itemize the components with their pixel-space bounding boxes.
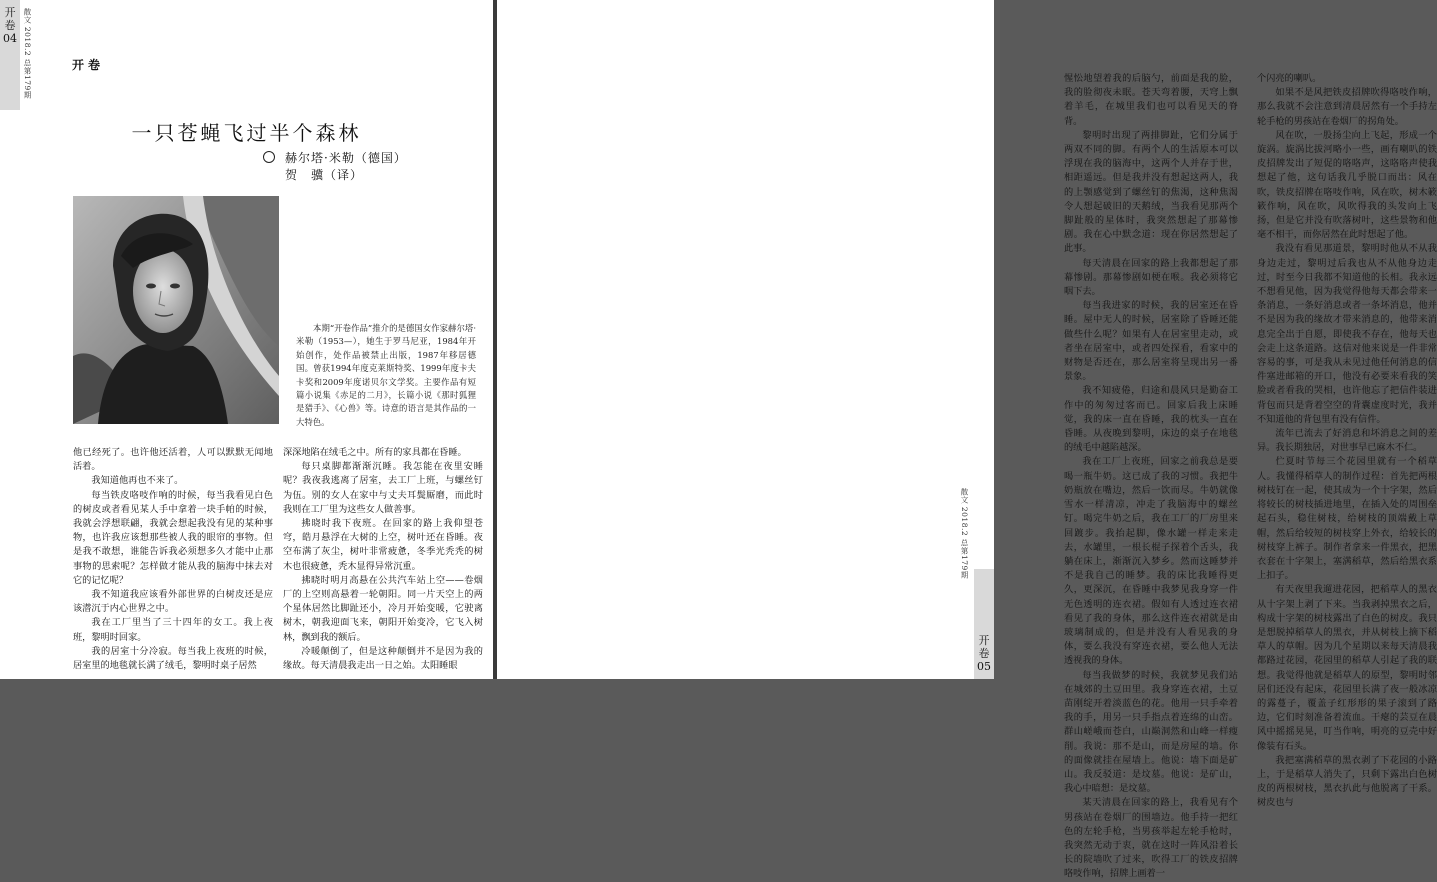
paragraph: 冷暖颠倒了，但是这种颠倒并不是因为我的缘故。每天清晨我走出一日之始。太阳睡眼 [283, 645, 483, 672]
paragraph: 伫夏时节每三个花园里就有一个稻草人。我懂得稻草人的制作过程：首先把两根树枝钉在一起，使其成为一个十字架，然后将较长的树枝插进地里，在插入处的周围垒起石头，稳住树枝，给树枝的顶端戴上草帽，然后给较短的树枝穿上外衣，给较长的树枝穿上裤子。制作者拿来一件黑衣，把黑衣套在十字架上，塞满稻草，然后给黑衣系上扣子。 [1257, 456, 1437, 582]
paragraph: 我把塞满稻草的黑衣剥了下花园的小路上，于是稻草人消失了，只剩下露出白色树皮的两根树枝，黑衣扒此与他脱离了干系。树皮也与 [1257, 754, 1437, 809]
paragraph: 有天夜里我遛进花园，把稻草人的黑衣从十字架上剥了下来。当我剥掉黑衣之后，构成十字架的树枝露出了白色的树皮。我只是想脱掉稻草人的黑衣，并从树枝上摘下稻草人的草帽。因为几个星期以来每天清晨我都路过花园，花园里的稻草人引起了我的联想。我觉得他就是稻草人的原型，黎明时邻居们还没有起床，花园里长满了夜一般冰凉的露蔓子，覆盖子红形形的果子滚到了路边，它们时刻准备着流血。干瘪的芸豆在晨风中摇摇晃晃，叮当作响，明亮的豆壳中好像装有石头。 [1257, 584, 1437, 752]
paragraph: 拂晓时我下夜班。在回家的路上我仰望苍穹，皓月悬浮在大树的上空，树叶还在昏睡。夜空布满了灰尘，树叶非常疲惫，冬季光秃秃的树木也很疲惫，秃木显得异常沉重。 [283, 518, 483, 572]
paragraph: 风在吹，一股扬尘向上飞起，形成一个旋涡。旋涡比拔河略小一些，画有喇叭的铁皮招牌发出了短促的咯咯声，这咯咯声使我想起了他，这句话我几乎脱口而出：风在吹，铁皮招牌在咯吱作响，风在吹，树木簌簌作响，风在吹，风吹得我的头发向上飞扬，但是它并没有吹落树叶，这些景物和他毫不相干，而你居然在此时想起了他。 [1257, 129, 1437, 241]
paragraph: 深深地陷在绒毛之中。所有的家具都在昏睡。 [283, 447, 467, 458]
paragraph: 每天清晨在回家的路上我都想起了那幕惨剧。那幕惨剧如梗在喉。我必须将它咽下去。 [1064, 257, 1238, 298]
paragraph: 我在工厂上夜班，回家之前我总是要喝一瓶牛奶。这已成了我的习惯。我把牛奶瓶放在嘴边，然后一饮而尽。牛奶就像雪水一样清凉，冲走了我脑海中的螺丝钉。喝完牛奶之后，我在工厂的厂房里来回踱步。我抬起脚，像水罐一样走来走去，水罐里，一根长棍子探着个舌头，我躺在床上，渐渐沉入梦乡。然而这睡梦并不是我自己的睡梦。我的床比我睡得更久，更深沉，在昏睡中我梦见我身穿一件无色透明的连衣裙。假如有人透过连衣裙看见了我的身体，那么这件连衣裙就是由玻璃制成的，但是并没有人看见我的身体，要么我没有穿连衣裙，要么他人无法透视我的身体。 [1064, 456, 1238, 667]
paragraph: 每只桌脚都渐渐沉睡。我怎能在夜里安睡呢？我夜我逃离了居室，去工厂上班，与螺丝钉为伍。别的女人在家中与丈夫耳鬓厮磨，而此时我则在工厂里为这些女人做善事。 [283, 461, 483, 515]
body-column-1 [73, 446, 273, 673]
page-number-strip-right [974, 569, 994, 679]
page-number-strip-left [0, 0, 20, 110]
journal-info-left: 散文 2018.2 总第179期 [23, 8, 32, 99]
paragraph: 我不知疲倦，归途和晨风只是勤奋工作中的匆匆过客而已。回家后我上床睡觉，我的床一直在昏睡，我的枕头一直在昏睡。从夜晚到黎明，床边的桌子在地毯的绒毛中越陷越深。 [1064, 385, 1238, 454]
body-column-3 [1064, 72, 1238, 882]
section-label: 开卷 [72, 58, 105, 72]
article-title: 一只苍蝇飞过半个森林 [131, 121, 362, 145]
author-portrait-image [73, 196, 279, 424]
left-page [0, 0, 493, 679]
paragraph: 拂晓时明月高悬在公共汽车站上空——卷烟厂的上空则高悬着一轮朝阳。同一片天空上的两个星体居然比脚趾还小，冷月开始变暖，它驶离树木，朝我迎面飞来，朝阳开始变冷，它飞入树林，飘到我的额后。 [283, 574, 483, 643]
paragraph: 每当我做梦的时候，我就梦见我们站在城郊的土豆田里。我身穿连衣裙，土豆苗刚绽开着淡蓝色的花。他用一只手牵着我的手，用另一只手指点着连绵的山峦。群山嵯峨而苍白，山巅洞然和山峰一样瘦削。我说：那不是山，而是房屋的墙。你的面像就挂在屋墙上。他说：墙下面是矿山。我反驳道：是坟墓。他说：是矿山，我心中暗想：是坟墓。 [1064, 669, 1238, 795]
paragraph: 他已经死了。也许他还活着，人可以默默无闻地活着。 [73, 447, 273, 473]
paragraph: 每当铁皮咯吱作响的时候，每当我看见白色的树皮或者看见某人手中拿着一块手帕的时候，我就会浮想联翩，我就会想起我没有见的某种事物，也许我应该想那些被人我的眼帘的事物。但是我不敢想，谁能告诉我必须想多久才能中止那事物的思索呢？怎样做才能从我的脑海中抹去对它的记忆呢？ [73, 489, 273, 586]
page-number-left: 开 卷 04 [3, 6, 17, 45]
author-name: 赫尔塔·米勒（德国） [285, 151, 407, 165]
author-photo [73, 196, 279, 424]
paragraph: 黎明时出现了两排脚趾，它们分属于两双不同的脚。有两个人的生活原本可以浮现在我的脑海中，这两个人并存于世，相距遥远。但是我并没有想起这两人，我的上颚感觉到了螺丝钉的焦渴，这种焦渴令人想起破旧的天鹅绒，当我看见那两个脚趾般的星体时，我突然想起了那幕惨剧。我在心中默念道：现在你居然想起了此事。 [1064, 129, 1238, 255]
translator-line: 贺 骥（译） [285, 168, 364, 182]
paragraph: 我知道他再也不来了。 [91, 475, 184, 487]
paragraph: 我没有看见那道景，黎明时他从不从我身边走过，黎明过后我也从不从他身边走过，时至今日我都不知道他的长相。我永远不想看见他，因为我觉得他每天都会带来一条消息，一条好消息或者一条坏消息，他并不是因为我的缘故才带来消息的，他带来消息完全出于自愿，即使我不存在，他每天也会走上这条道路。这信对他来说是一件非常容易的事，可是我从未见过他任何消息的信件塞进邮箱的开口，他没有必要来看我的笑脸或者看我的哭相，也许他忘了把信件装进背包而只是背着空空的背囊虚度时光，我并不知道他的背包里有没有信件。 [1257, 243, 1437, 425]
body-column-2 [283, 446, 483, 673]
paragraph: 某天清晨在回家的路上，我看见有个男孩站在卷烟厂的围墙边。他手持一把红色的左轮手枪，当男孩举起左轮手枪时，我突然无动于衷，就在这时一阵风沿着长长的院墙吹了过来，吹得工厂的铁皮招牌咯吱作响，招牌上画着一 [1064, 797, 1238, 880]
author-line [263, 149, 407, 166]
paragraph: 如果不是风把铁皮招牌吹得咯吱作响，那么我就不会注意到清晨居然有一个手持左轮手枪的男孩站在卷烟厂的拐角处。 [1257, 87, 1437, 127]
circle-icon [263, 151, 275, 163]
right-page [497, 0, 1437, 880]
page-number-right: 开 卷 05 [977, 634, 991, 673]
author-caption [296, 322, 476, 429]
paragraph: 我的居室十分冷寂。每当我上夜班的时候，居室里的地毯就长满了绒毛，黎明时桌子居然 [73, 645, 273, 672]
journal-info-right: 散文 2018.2 总第179期 [960, 488, 969, 579]
body-column-4 [1257, 72, 1437, 811]
caption-text: 本期“开卷作品”推介的是德国女作家赫尔塔·米勒（1953—），她生于罗马尼亚，1984年开始创作，处作品被禁止出版，1987年移居德国。曾获1994年度克莱斯特奖、1999年度卡夫卡奖和2009年度诺贝尔文学奖。主要作品有短篇小说集《赤足的二月》，长篇小说《那时狐狸是猎手》、《心兽》等。诗意的语言是其作品的一大特色。 [296, 323, 476, 427]
paragraph: 每当我进家的时候，我的居室还在昏睡。屋中无人的时候，居室除了昏睡还能做些什么呢？如果有人在居室里走动，或者坐在居室中，或者四处探看，看家中的财物是否还在，那么居室将呈现出另一番景象。 [1064, 300, 1238, 383]
paragraph: 我不知道我应该看外部世界的白树皮还是应该潜沉于内心世界之中。 [73, 589, 273, 615]
paragraph: 惺忪地望着我的后脑勺，前面是我的脸，我的脸彻夜未眠。苍天弯着腰，天穹上飘着羊毛，在城里我们也可以看见天的脊背。 [1064, 73, 1238, 127]
paragraph: 流年已流去了好消息和坏消息之间的差异。我长期独居，对世事早已麻木不仁。 [1257, 428, 1437, 454]
paragraph: 我在工厂里当了三十四年的女工。我上夜班，黎明时回家。 [73, 617, 273, 643]
paragraph: 个闪亮的喇叭。 [1257, 73, 1322, 84]
